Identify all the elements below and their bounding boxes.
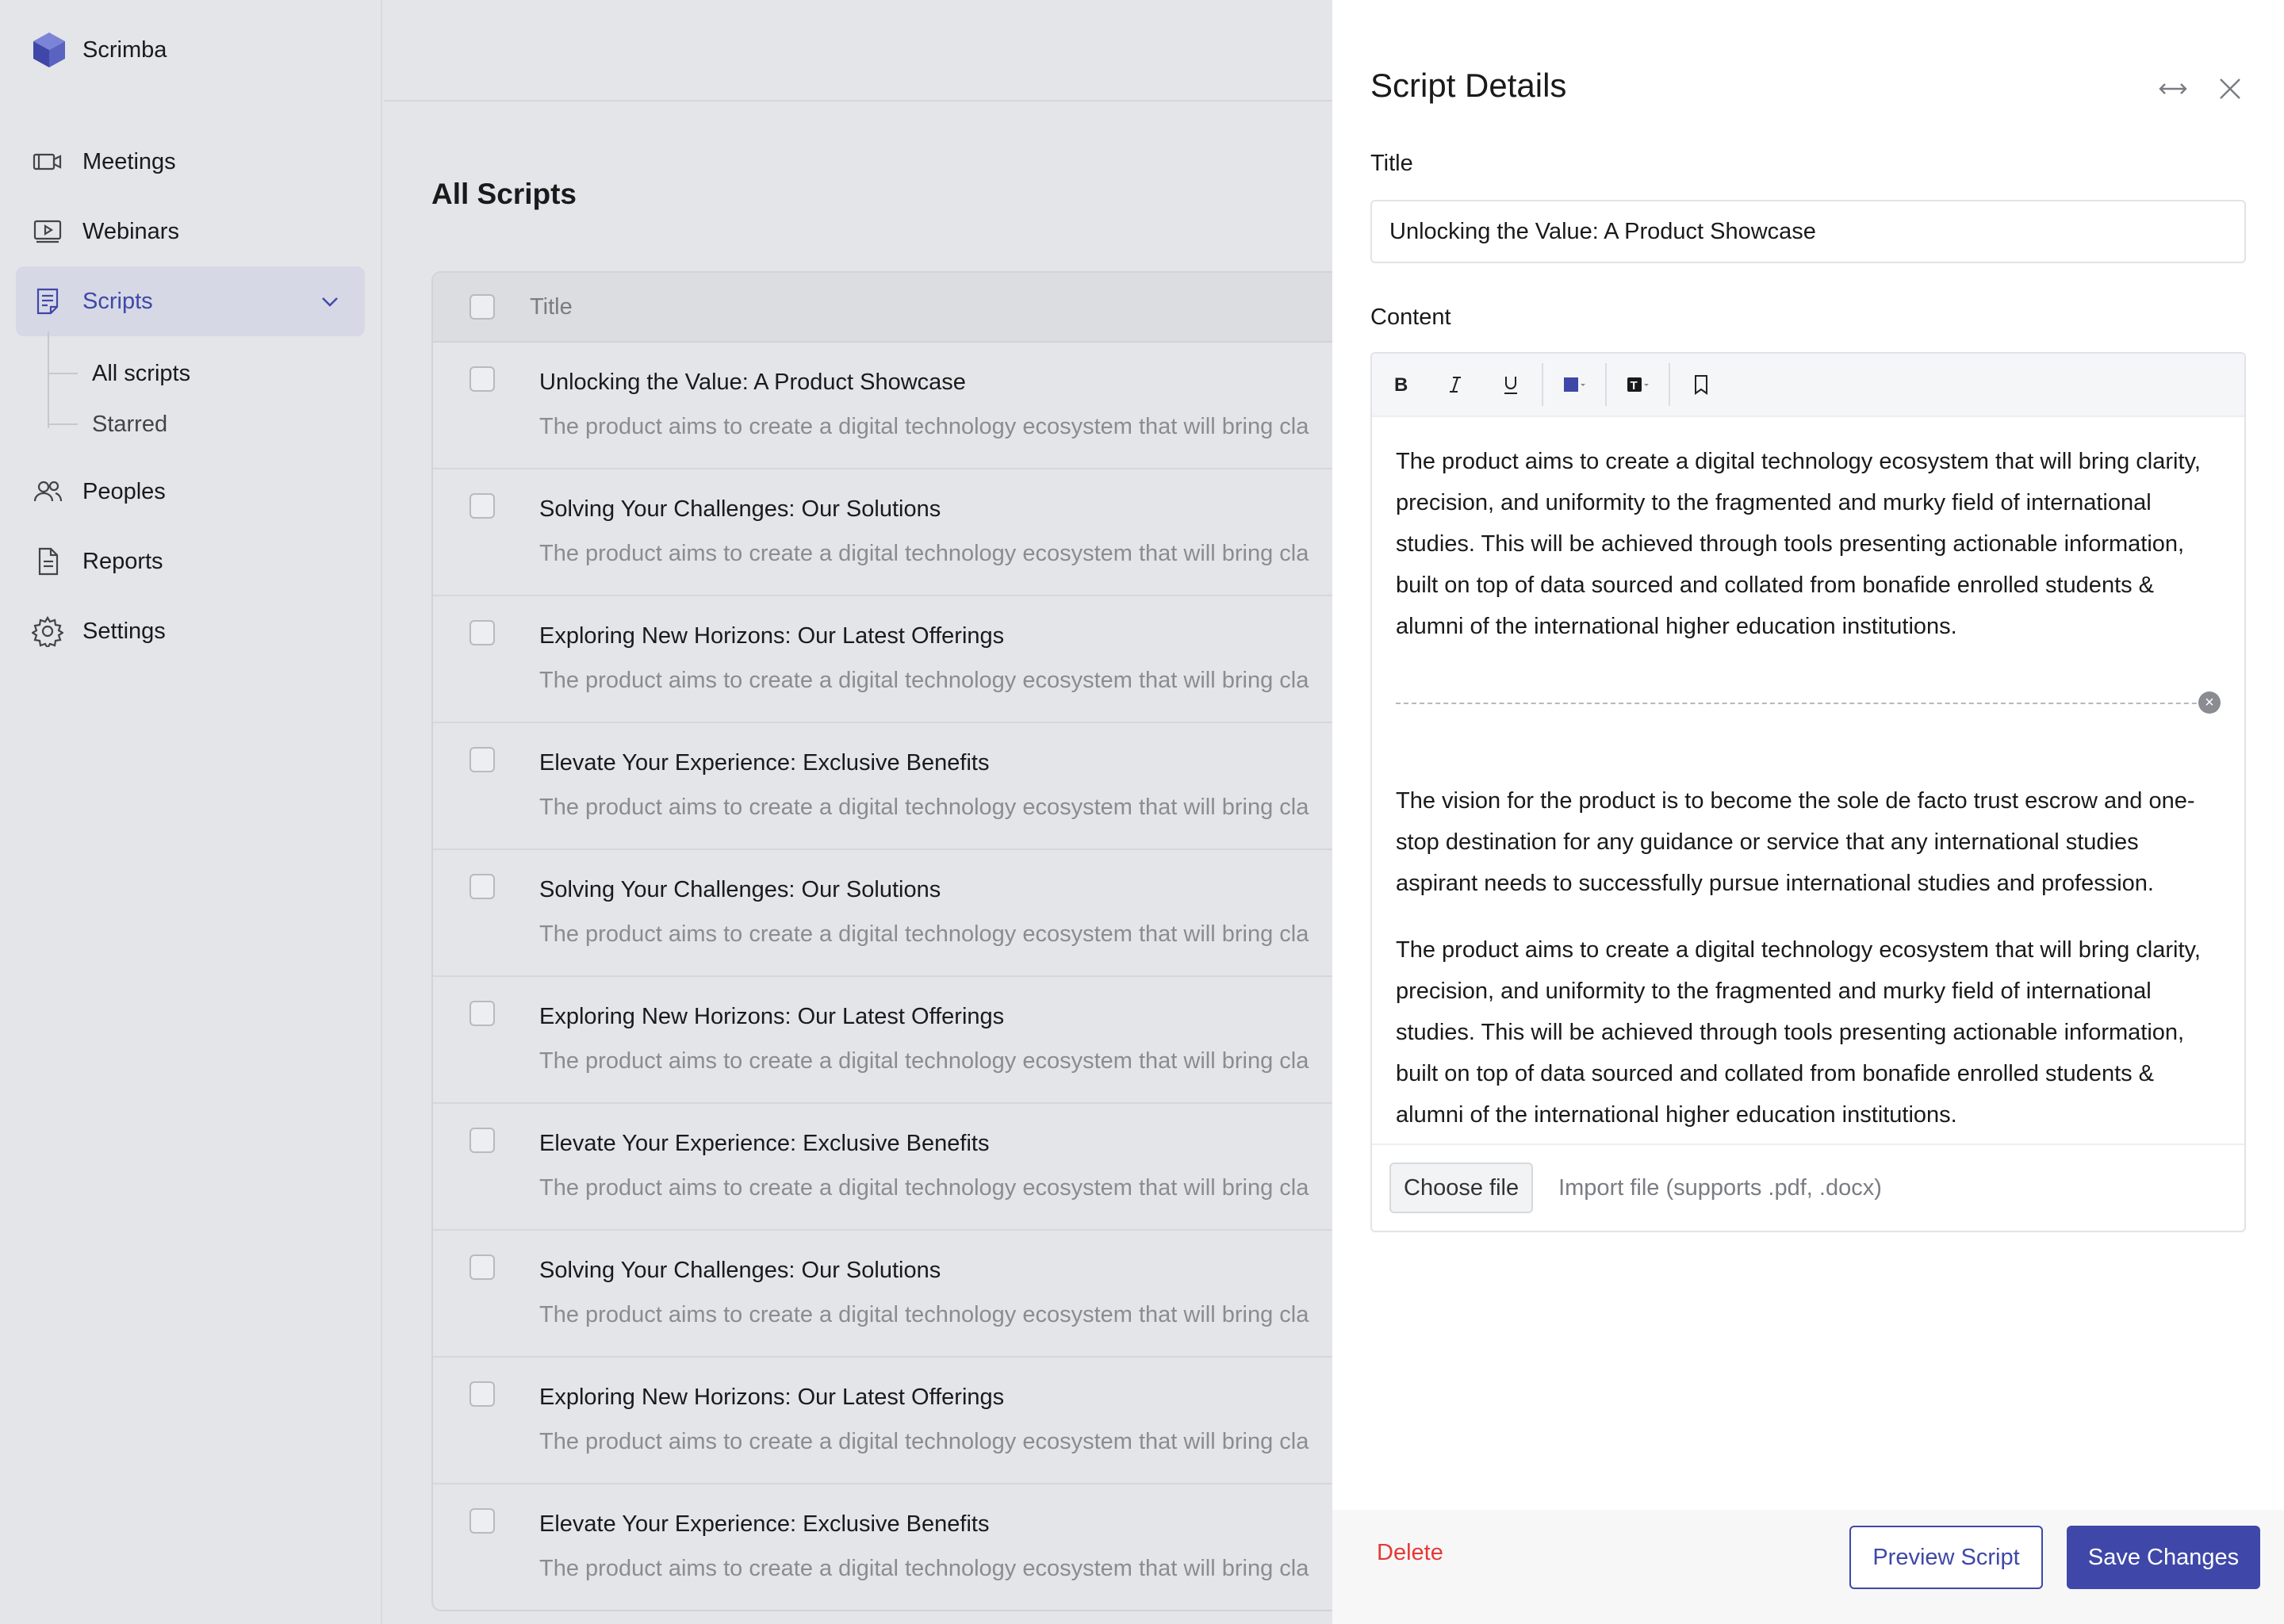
row-title: Elevate Your Experience: Exclusive Benefits <box>539 750 990 776</box>
row-title: Unlocking the Value: A Product Showcase <box>539 370 966 395</box>
row-description: The product aims to create a digital technology ecosystem that will bring cla <box>539 414 1309 439</box>
row-description: The product aims to create a digital technology ecosystem that will bring cla <box>539 1556 1309 1581</box>
report-icon <box>32 546 63 577</box>
row-description: The product aims to create a digital technology ecosystem that will bring cla <box>539 795 1309 820</box>
sidebar-item-label: Peoples <box>82 478 166 504</box>
table-row[interactable] <box>433 850 1382 977</box>
content-editor[interactable] <box>1370 352 2246 1232</box>
row-checkbox[interactable] <box>469 1381 495 1407</box>
subnav-item-all-scripts[interactable] <box>48 354 190 393</box>
close-icon[interactable] <box>2213 71 2248 106</box>
gear-icon <box>32 615 63 647</box>
svg-text:B: B <box>1394 374 1408 396</box>
script-details-panel <box>1332 0 2284 1624</box>
sidebar-item-scripts[interactable] <box>16 266 365 336</box>
row-checkbox[interactable] <box>469 366 495 392</box>
choose-file-button[interactable]: Choose file <box>1389 1162 1533 1213</box>
sidebar-item-label: Settings <box>82 618 166 644</box>
content-paragraph: The vision for the product is to become the sole de facto trust escrow and one-stop destination for any guidance or service that any international studies aspirant needs to successfully pursue international studies and profession. <box>1396 788 2195 896</box>
sidebar-item-meetings[interactable] <box>16 127 365 197</box>
editor-toolbar <box>1372 354 2244 417</box>
column-header-title: Title <box>530 293 573 320</box>
table-row[interactable] <box>433 1104 1382 1231</box>
file-import-row <box>1372 1143 2244 1231</box>
row-description: The product aims to create a digital technology ecosystem that will bring cla <box>539 1175 1309 1201</box>
row-description: The product aims to create a digital technology ecosystem that will bring cla <box>539 1429 1309 1454</box>
brand-name: Scrimba <box>82 36 167 63</box>
sidebar-item-label: Meetings <box>82 148 176 174</box>
bold-icon <box>1388 373 1412 396</box>
title-label: Title <box>1370 151 1413 176</box>
document-icon <box>32 285 63 317</box>
text-color-icon <box>1562 373 1586 396</box>
title-input[interactable] <box>1370 200 2246 263</box>
row-checkbox[interactable] <box>469 1254 495 1280</box>
row-checkbox[interactable] <box>469 620 495 645</box>
italic-icon <box>1443 373 1467 396</box>
sidebar <box>0 0 382 1624</box>
scripts-table <box>431 271 1383 1611</box>
row-checkbox[interactable] <box>469 1508 495 1534</box>
row-title: Elevate Your Experience: Exclusive Benefits <box>539 1511 990 1537</box>
chevron-down-icon[interactable] <box>314 285 346 317</box>
content-paragraph: The product aims to create a digital technology ecosystem that will bring clarity, precision, and uniformity to the fragmented and murky field of international studies. This will be achieved through tools presenting actionable information, built on top of data sourced and collated from bonafide enrolled students & alumni of the international higher education institutions. <box>1396 449 2201 639</box>
table-row[interactable] <box>433 723 1382 850</box>
select-all-checkbox[interactable] <box>469 294 495 320</box>
sidebar-item-settings[interactable] <box>16 596 365 666</box>
italic-button[interactable] <box>1428 353 1483 416</box>
brand[interactable] <box>32 30 167 70</box>
sidebar-item-webinars[interactable] <box>16 197 365 266</box>
underline-icon <box>1499 373 1523 396</box>
row-checkbox[interactable] <box>469 493 495 519</box>
row-description: The product aims to create a digital technology ecosystem that will bring cla <box>539 1048 1309 1074</box>
sidebar-item-peoples[interactable] <box>16 457 365 527</box>
table-row[interactable] <box>433 343 1382 469</box>
subnav-item-starred[interactable] <box>48 404 167 444</box>
delete-button[interactable]: Delete <box>1377 1540 1443 1565</box>
subnav-label: All scripts <box>92 360 191 386</box>
users-icon <box>32 476 63 508</box>
row-checkbox[interactable] <box>469 1001 495 1026</box>
panel-title: Script Details <box>1370 67 1567 104</box>
video-camera-icon <box>32 146 63 178</box>
bold-button[interactable] <box>1372 353 1428 416</box>
row-title: Solving Your Challenges: Our Solutions <box>539 496 941 522</box>
text-style-button[interactable] <box>1610 353 1665 416</box>
underline-button[interactable] <box>1483 353 1539 416</box>
file-import-hint: Import file (supports .pdf, .docx) <box>1558 1174 1882 1201</box>
page-title: All Scripts <box>431 178 577 210</box>
svg-text:T: T <box>1630 379 1638 393</box>
text-color-button[interactable] <box>1546 353 1602 416</box>
row-checkbox[interactable] <box>469 747 495 772</box>
content-label: Content <box>1370 304 1451 330</box>
row-description: The product aims to create a digital technology ecosystem that will bring cla <box>539 668 1309 693</box>
table-header <box>433 273 1382 343</box>
table-row[interactable] <box>433 1231 1382 1358</box>
row-description: The product aims to create a digital technology ecosystem that will bring cla <box>539 541 1309 566</box>
subnav-label: Starred <box>92 411 168 437</box>
text-style-icon <box>1626 373 1650 396</box>
panel-footer <box>1332 1510 2284 1624</box>
content-paragraph: The product aims to create a digital technology ecosystem that will bring clarity, precision, and uniformity to the fragmented and murky field of international studies. This will be achieved through tools presenting actionable information, built on top of data sourced and collated from bonafide enrolled students & alumni of the international higher education institutions. <box>1396 937 2201 1128</box>
sidebar-item-reports[interactable] <box>16 527 365 596</box>
row-title: Exploring New Horizons: Our Latest Offerings <box>539 1385 1005 1410</box>
save-changes-button[interactable]: Save Changes <box>2067 1526 2260 1589</box>
row-title: Elevate Your Experience: Exclusive Benefits <box>539 1131 990 1156</box>
table-row[interactable] <box>433 469 1382 596</box>
bookmark-button[interactable] <box>1673 353 1729 416</box>
sidebar-item-label: Webinars <box>82 218 179 244</box>
section-divider <box>1396 694 2221 711</box>
row-description: The product aims to create a digital technology ecosystem that will bring cla <box>539 921 1309 947</box>
table-row[interactable] <box>433 1484 1382 1611</box>
row-checkbox[interactable] <box>469 874 495 899</box>
remove-divider-icon[interactable]: × <box>2198 691 2221 714</box>
scrimba-logo-icon <box>32 31 67 69</box>
row-title: Solving Your Challenges: Our Solutions <box>539 877 941 902</box>
expand-horizontal-icon[interactable] <box>2156 71 2190 106</box>
sidebar-item-label: Scripts <box>82 288 153 314</box>
row-title: Solving Your Challenges: Our Solutions <box>539 1258 941 1283</box>
table-row[interactable] <box>433 977 1382 1104</box>
table-row[interactable] <box>433 1358 1382 1484</box>
row-title: Exploring New Horizons: Our Latest Offerings <box>539 1004 1005 1029</box>
table-body <box>433 343 1382 1611</box>
editor-content[interactable] <box>1372 417 2244 1136</box>
sidebar-item-label: Reports <box>82 548 163 574</box>
table-row[interactable] <box>433 596 1382 723</box>
play-screen-icon <box>32 216 63 247</box>
row-title: Exploring New Horizons: Our Latest Offerings <box>539 623 1005 649</box>
row-checkbox[interactable] <box>469 1128 495 1153</box>
row-description: The product aims to create a digital technology ecosystem that will bring cla <box>539 1302 1309 1327</box>
preview-script-button[interactable]: Preview Script <box>1849 1526 2043 1589</box>
bookmark-icon <box>1689 373 1713 396</box>
